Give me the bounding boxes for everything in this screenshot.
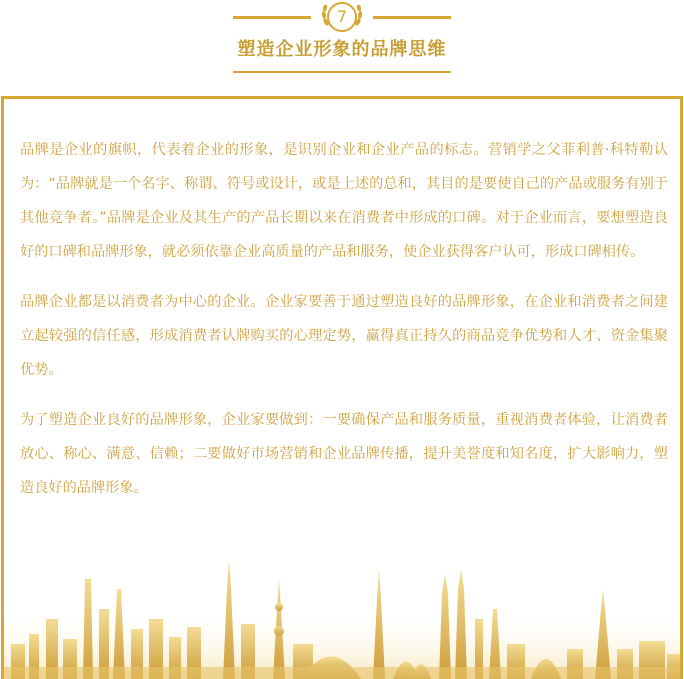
header-line-left	[233, 16, 311, 19]
page-title: 塑造企业形象的品牌思维	[237, 39, 447, 60]
section-header	[0, 0, 684, 90]
paragraph-3: 为了塑造企业良好的品牌形象，企业家要做到：一要确保产品和服务质量，重视消费者体验，让消费者放心、称心、满意、信赖；二要做好市场营销和企业品牌传播，提升美誉度和知名度，扩大影响力，塑造良好的品牌形象。	[20, 412, 668, 496]
section-number-badge: 7	[327, 2, 357, 32]
title-underline	[233, 71, 451, 73]
paragraph-2: 品牌企业都是以消费者为中心的企业。企业家要善于通过塑造良好的品牌形象，在企业和消费者之间建立起较强的信任感，形成消费者认牌购买的心理定势，赢得真正持久的商品竞争优势和人才、资金集聚优势。	[20, 294, 668, 378]
paragraph-1: 品牌是企业的旗帜，代表着企业的形象，是识别企业和企业产品的标志。营销学之父菲利普·科特勒认为：“品牌就是一个名字、称谓、符号或设计，或是上述的总和，其目的是要使自己的产品或服务有别于其他竞争者。”品牌是企业及其生产的产品长期以来在消费者中形成的口碑。对于企业而言，要想塑造良好的口碑和品牌形象，就必须依靠企业高质量的产品和服务，使企业获得客户认可，形成口碑相传。	[20, 142, 668, 260]
header-line-right	[373, 16, 451, 19]
content-frame	[1, 96, 683, 679]
article-body	[20, 133, 668, 521]
city-skyline-illustration	[1, 549, 683, 679]
